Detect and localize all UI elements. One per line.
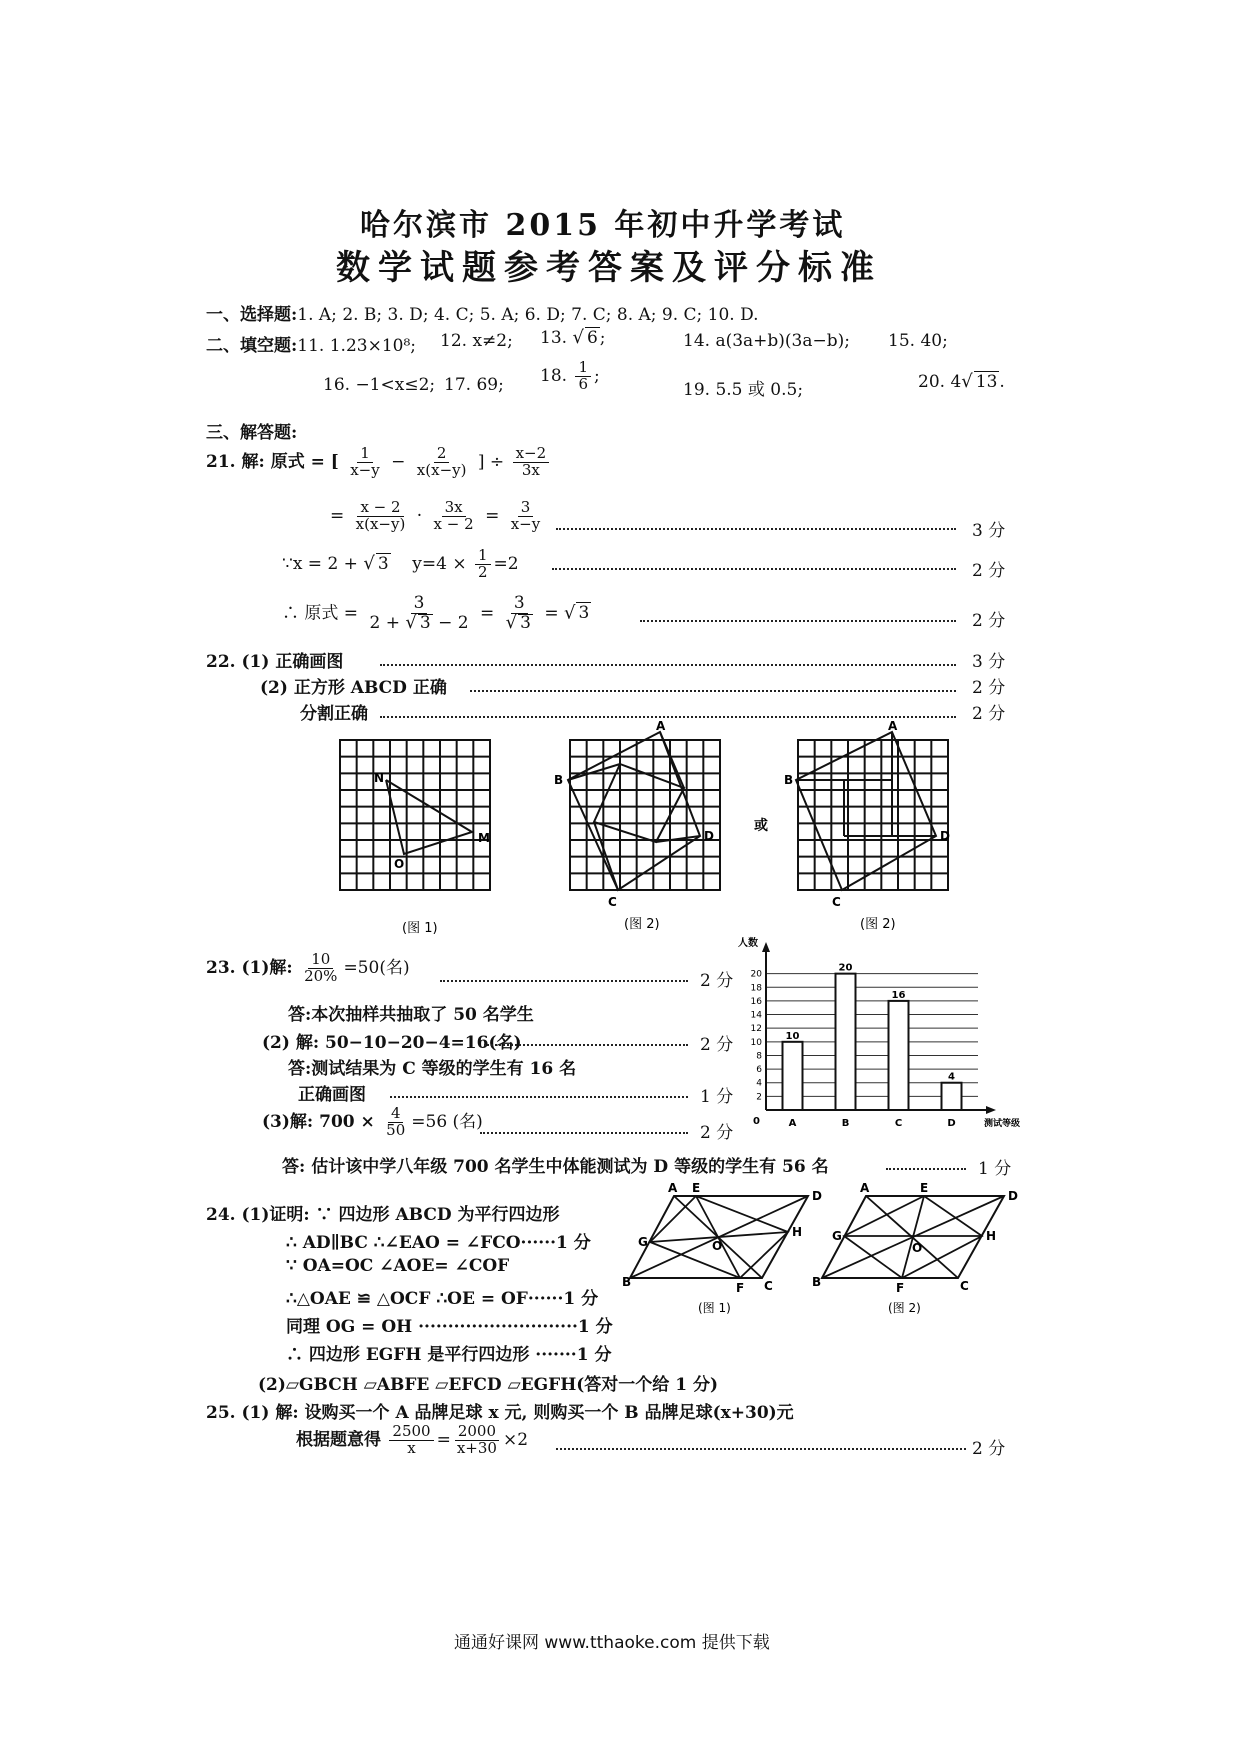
page-subtitle: 数学试题参考答案及评分标准: [336, 248, 882, 288]
point-label-h: H: [986, 1229, 997, 1243]
equals-sign: =: [479, 603, 495, 624]
fraction-denominator: x: [407, 1438, 416, 1457]
point-label-e: E: [920, 1181, 929, 1195]
y-tick-label: 6: [756, 1065, 762, 1076]
grid-border: [798, 740, 948, 890]
q23-line6: [262, 1106, 483, 1139]
point-label-f: F: [896, 1281, 905, 1295]
fraction-numerator: 4: [388, 1106, 404, 1123]
x-axis-label: 测试等级: [983, 1119, 1021, 1129]
or-label: 或: [754, 818, 768, 834]
point-label-d: D: [940, 829, 950, 843]
fraction-numerator: x − 2: [357, 500, 403, 517]
score: 1 分: [700, 1087, 734, 1107]
y-axis-arrow: [762, 942, 770, 952]
point-label-b: B: [812, 1275, 822, 1289]
sqrt-sign: √: [563, 602, 576, 624]
dot-sign: ·: [416, 505, 423, 526]
fraction: [454, 1424, 500, 1457]
point-label-o: O: [394, 857, 405, 871]
fraction: [513, 446, 550, 479]
q14-answer: 14. a(3a+b)(3a−b);: [683, 331, 850, 351]
q25-line1: 25. (1) 解: 设购买一个 A 品牌足球 x 元, 则购买一个 B 品牌足球(x+30)元: [206, 1403, 794, 1423]
fraction-denominator: x − 2: [433, 514, 474, 533]
grid-figure-3: [798, 740, 948, 890]
q22-line3: 分割正确: [300, 704, 368, 724]
q18-prefix: 18.: [540, 365, 568, 386]
denominator-part: − 2: [438, 612, 469, 633]
conclusion-prefix: ∴ 原式 =: [282, 603, 359, 624]
q23-line7: 答: 估计该中学八年级 700 名学生中体能测试为 D 等级的学生有 56 名: [282, 1157, 829, 1177]
q23-result: =50(名): [343, 957, 410, 978]
bar-a: [783, 1042, 803, 1110]
q24-line1: 24. (1)证明: ∵ 四边形 ABCD 为平行四边形: [206, 1205, 560, 1225]
given-y: y=4 ×: [412, 553, 467, 574]
leader-dots: [440, 980, 688, 982]
q23-line2: 答:本次抽样共抽取了 50 名学生: [288, 1005, 534, 1025]
q16-answer: 16. −1<x≤2;: [323, 375, 436, 395]
q13-radicand: 6: [586, 328, 598, 348]
score: 1 分: [978, 1159, 1012, 1179]
fraction-numerator: 1: [575, 360, 591, 377]
bar-d: [942, 1083, 962, 1110]
grid-figure-1: [340, 740, 490, 890]
grid-border: [340, 740, 490, 890]
data-label: 4: [948, 1071, 955, 1083]
fraction-denominator: x−y: [350, 460, 380, 479]
fraction: [383, 1106, 408, 1139]
leader-dots: [480, 1132, 688, 1134]
q20-radicand: 13: [975, 372, 998, 392]
equals-sign: =: [436, 1429, 451, 1450]
x-tick-label: A: [788, 1118, 797, 1129]
point-label-n: N: [374, 771, 385, 785]
y-tick-label: 12: [750, 1024, 762, 1035]
leader-dots: [380, 716, 956, 718]
q17-answer: 17. 69;: [444, 375, 504, 395]
section1-answers: 1. A; 2. B; 3. D; 4. C; 5. A; 6. D; 7. C; 8. A; 9. C; 10. D.: [297, 305, 759, 325]
q22-figures: [330, 719, 1010, 936]
score: 2 分: [972, 704, 1006, 724]
point-label-g: G: [832, 1229, 842, 1243]
radicand: 3: [377, 553, 389, 574]
point-label-d: D: [1008, 1189, 1018, 1203]
y-tick-label: 20: [750, 969, 762, 980]
q25-multiplier: ×2: [502, 1429, 529, 1450]
fraction-denominator: [366, 611, 471, 633]
score: 3 分: [972, 521, 1006, 541]
point-label-c: C: [832, 895, 841, 909]
q13-suffix: ;: [599, 328, 606, 348]
leader-dots: [390, 1096, 688, 1098]
fraction-numerator: 2: [434, 446, 450, 463]
point-label-d: D: [704, 829, 714, 843]
fraction: [431, 500, 477, 533]
fraction: [508, 500, 544, 533]
fraction-denominator: [503, 611, 536, 633]
y-tick-label: 16: [750, 996, 762, 1007]
leader-dots: [556, 528, 956, 530]
fraction-numerator: 2000: [455, 1424, 499, 1441]
score: 3 分: [972, 652, 1006, 672]
q22-line2: (2) 正方形 ABCD 正确: [260, 678, 447, 698]
q23-line5: 正确画图: [298, 1085, 366, 1105]
x-tick-label: D: [947, 1118, 956, 1129]
fraction-denominator: x(x−y): [416, 460, 467, 479]
sqrt-sign: √: [363, 552, 375, 574]
sqrt-sign: √: [405, 611, 417, 633]
fraction: [301, 952, 340, 985]
figure-caption: (图 2): [888, 1301, 921, 1315]
fraction-denominator: 2: [477, 562, 488, 581]
score: 2 分: [700, 1035, 734, 1055]
triangle-nmo: [386, 780, 472, 854]
section2-label: 二、填空题:: [206, 336, 298, 356]
fraction-denominator: 20%: [304, 966, 338, 985]
y-tick-label: 4: [756, 1078, 762, 1089]
q24-line7: (2)▱GBCH ▱ABFE ▱EFCD ▱EGFH(答对一个给 1 分): [258, 1375, 719, 1395]
fraction-denominator: 50: [386, 1120, 406, 1139]
point-label-g: G: [638, 1235, 648, 1249]
sqrt-sign: √: [572, 327, 584, 348]
minus-sign: −: [391, 451, 406, 472]
bracket-divide: ] ÷: [477, 451, 505, 472]
fraction-denominator: x(x−y): [355, 514, 406, 533]
q15-answer: 15. 40;: [888, 331, 948, 351]
fraction-numerator: 10: [308, 952, 333, 969]
fraction: [366, 595, 471, 633]
leader-dots: [470, 690, 956, 692]
fraction-denominator: x+30: [456, 1438, 497, 1457]
q24-line3: ∵ OA=OC ∠AOE= ∠COF: [286, 1256, 510, 1276]
point-label-a: A: [656, 719, 666, 733]
y-tick-label: 18: [750, 983, 762, 994]
fraction-denominator: x−y: [510, 514, 541, 533]
fraction: [389, 1424, 433, 1457]
point-label-e: E: [692, 1181, 701, 1195]
bar-chart: [730, 938, 1020, 1138]
fraction-numerator: 2500: [389, 1424, 433, 1441]
q18-answer: [540, 360, 600, 393]
q23-part3-result: =56 (名): [411, 1111, 483, 1132]
given-x: ∵x = 2 +: [282, 553, 358, 574]
fraction: [414, 446, 470, 479]
fraction-numerator: 1: [357, 446, 373, 463]
figure-caption: (图 2): [624, 917, 660, 932]
y-tick-label: 10: [750, 1037, 762, 1048]
q22-line1: 22. (1) 正确画图: [206, 652, 344, 672]
q21-prefix: 21. 解: 原式 = [: [206, 451, 339, 472]
section1-row: [206, 300, 759, 325]
segment-ef: [902, 1196, 924, 1278]
figure-caption: (图 1): [402, 921, 438, 936]
q23-prefix: 23. (1)解:: [206, 957, 293, 978]
radicand: 3: [419, 612, 431, 633]
equals-sign: =: [544, 603, 559, 624]
q21-line1: [206, 446, 552, 479]
fraction-denominator: 3x: [521, 460, 540, 479]
equals-sign: =: [485, 505, 500, 526]
point-label-d: D: [812, 1189, 822, 1203]
q13-answer: [540, 327, 606, 348]
q23-line3: (2) 解: 50−10−20−4=16(名): [262, 1033, 522, 1053]
section2-row1: [206, 331, 416, 356]
given-y-result: =2: [493, 553, 519, 574]
fraction-denominator: 6: [578, 374, 588, 393]
figure-caption: (图 2): [860, 917, 896, 932]
x-tick-label: C: [894, 1118, 903, 1129]
x-axis-arrow: [986, 1106, 996, 1114]
figure-caption: (图 1): [698, 1301, 731, 1315]
point-label-o: O: [712, 1239, 723, 1253]
fraction: [503, 595, 536, 633]
q11-answer: 11. 1.23×10⁸;: [297, 336, 416, 356]
page-footer: 通通好课网 www.tthaoke.com 提供下载: [454, 1633, 770, 1653]
y-tick-label: 14: [750, 1010, 762, 1021]
sqrt-sign: √: [505, 611, 518, 633]
data-label: 20: [838, 962, 853, 974]
point-label-a: A: [860, 1181, 870, 1195]
y-tick-label: 8: [756, 1051, 762, 1062]
point-label-c: C: [764, 1279, 773, 1293]
radicand: 3: [520, 612, 531, 633]
point-label-b: B: [554, 773, 564, 787]
q20-prefix: 20. 4: [918, 372, 962, 392]
score: 2 分: [972, 678, 1006, 698]
q23-line4: 答:测试结果为 C 等级的学生有 16 名: [288, 1059, 577, 1079]
fraction-numerator: 3: [411, 595, 428, 614]
grid-border: [570, 740, 720, 890]
point-label-a: A: [888, 719, 898, 733]
point-label-o: O: [912, 1241, 923, 1255]
score: 2 分: [972, 611, 1006, 631]
q20-answer: [918, 371, 1005, 392]
denominator-part: 2 +: [369, 612, 400, 633]
point-label-c: C: [960, 1279, 969, 1293]
q24-figures: [622, 1181, 1026, 1316]
grid-figure-2: [570, 740, 720, 890]
bar-b: [836, 974, 856, 1110]
q19-answer: 19. 5.5 或 0.5;: [683, 380, 804, 400]
score: 2 分: [972, 561, 1006, 581]
q18-fraction: [575, 360, 591, 393]
fraction: [475, 548, 491, 581]
fraction: [347, 446, 383, 479]
radicand: 3: [578, 603, 590, 624]
y-axis-label: 人数: [738, 938, 758, 949]
q24-line4: ∴△OAE ≌ △OCF ∴OE = OF······1 分: [286, 1289, 599, 1309]
origin-label: 0: [753, 1116, 760, 1127]
bar-c: [889, 1001, 909, 1110]
y-tick-label: 2: [756, 1092, 762, 1103]
q25-prefix: 根据题意得: [296, 1429, 381, 1450]
q12-answer: 12. x≠2;: [440, 331, 513, 351]
fraction: [353, 500, 409, 533]
score: 2 分: [972, 1439, 1006, 1459]
q21-line3: [282, 548, 519, 581]
leader-dots: [556, 1448, 966, 1450]
fraction-numerator: x−2: [513, 446, 550, 463]
point-label-f: F: [736, 1281, 745, 1295]
data-label: 16: [891, 989, 906, 1001]
q21-line2: [330, 500, 546, 533]
q21-line4: [282, 595, 591, 633]
q24-line2: ∴ AD∥BC ∴∠EAO = ∠FCO······1 分: [286, 1233, 591, 1253]
score: 2 分: [700, 1123, 734, 1143]
point-label-b: B: [622, 1275, 632, 1289]
equals-sign: =: [330, 505, 345, 526]
fraction-numerator: 3: [518, 500, 534, 517]
section3-label: 三、解答题:: [206, 423, 298, 443]
fraction-numerator: 1: [475, 548, 491, 565]
section1-label: 一、选择题:: [206, 305, 298, 325]
sqrt-sign: √: [961, 371, 973, 392]
q23-line1: [206, 952, 410, 985]
point-label-b: B: [784, 773, 794, 787]
page-title: 哈尔滨市 2015 年初中升学考试: [360, 208, 846, 243]
data-label: 10: [785, 1030, 800, 1042]
q13-prefix: 13.: [540, 328, 568, 348]
point-label-h: H: [792, 1225, 803, 1239]
leader-dots: [380, 664, 956, 666]
score: 2 分: [700, 971, 734, 991]
fraction-numerator: 3x: [442, 500, 466, 517]
q23-part3-prefix: (3)解: 700 ×: [262, 1111, 375, 1132]
point-label-c: C: [608, 895, 617, 909]
leader-dots: [886, 1168, 966, 1170]
q25-line2: [296, 1424, 528, 1457]
fraction-numerator: 3: [511, 595, 528, 614]
leader-dots: [552, 568, 956, 570]
q20-suffix: .: [999, 372, 1005, 392]
x-tick-label: B: [841, 1118, 850, 1129]
leader-dots: [484, 1044, 688, 1046]
q18-suffix: ;: [594, 365, 600, 386]
point-label-m: M: [478, 831, 490, 845]
point-label-a: A: [668, 1181, 678, 1195]
leader-dots: [640, 620, 956, 622]
q24-line6: ∴ 四边形 EGFH 是平行四边形 ·······1 分: [286, 1345, 612, 1365]
q24-line5: 同理 OG = OH ···························1 分: [286, 1317, 613, 1337]
